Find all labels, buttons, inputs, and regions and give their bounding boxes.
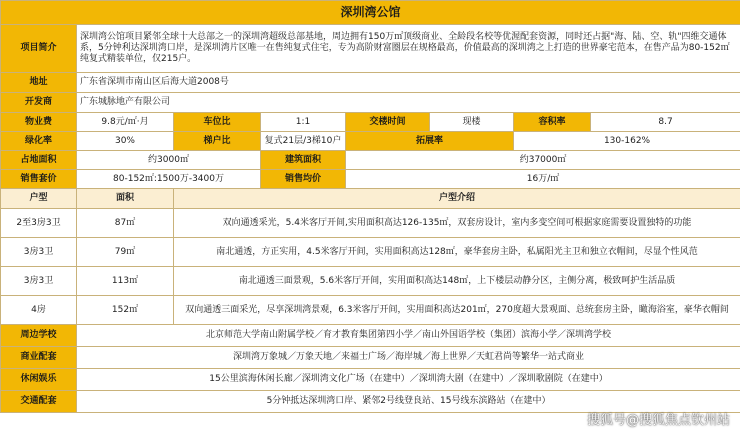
building-area-value: 约37000㎡ — [346, 151, 740, 170]
leisure-label: 休闲娱乐 — [1, 369, 77, 391]
parking-ratio-label: 车位比 — [174, 113, 261, 132]
schools-value: 北京师范大学南山附属学校／育才教育集团第四小学／南山外国语学校（集团）滨海小学／深圳湾学校 — [77, 325, 740, 347]
leisure-value: 15公里滨海休闲长廊／深圳湾文化广场（在建中）／深圳湾大剧（在建中）／深圳歌剧院（在建中） — [77, 369, 740, 391]
average-price-value: 16万/㎡ — [346, 170, 740, 189]
unit-type: 2至3房3卫 — [1, 209, 77, 238]
developer-value: 广东城脉地产有限公司 — [77, 93, 740, 113]
delivery-cell — [346, 113, 514, 132]
plot-ratio-label: 容积率 — [514, 113, 591, 132]
address-label: 地址 — [1, 73, 77, 93]
unit-desc: 南北通透三面景观，5.6米客厅开间，实用面积高达148㎡，上下楼层动静分区，主侧分离，极致呵护生活品质 — [174, 267, 740, 296]
parking-ratio-value: 1:1 — [261, 113, 346, 132]
sales-price-value: 80-152㎡:1500万-3400万 — [77, 170, 261, 189]
land-area-label: 占地面积 — [1, 151, 77, 170]
unit-type: 3房3卫 — [1, 267, 77, 296]
unit-area: 87㎡ — [77, 209, 174, 238]
expansion-rate-value: 130-162% — [514, 132, 740, 151]
unit-area: 79㎡ — [77, 238, 174, 267]
unit-desc: 双向通透三面采光，尽享深圳湾景观，6.3米客厅开间，实用面积高达201㎡，270度超大景观面、总统套房主卧，瞰海浴室，豪华衣帽间 — [174, 296, 740, 325]
page-title: 深圳湾公馆 — [1, 1, 740, 25]
building-area-label: 建筑面积 — [261, 151, 346, 170]
expansion-rate-label: 拓展率 — [346, 132, 514, 151]
average-price-label: 销售均价 — [261, 170, 346, 189]
commerce-label: 商业配套 — [1, 347, 77, 369]
property-fee-label: 物业费 — [1, 113, 77, 132]
land-area-value: 约3000㎡ — [77, 151, 261, 170]
green-rate-value: 30% — [77, 132, 174, 151]
developer-label: 开发商 — [1, 93, 77, 113]
unit-type: 4房 — [1, 296, 77, 325]
watermark: 搜狐号@搜狐焦点钦州站 — [586, 413, 730, 428]
unit-desc-header: 户型介绍 — [174, 189, 740, 209]
table-row — [1, 238, 740, 267]
delivery-value: 现楼 — [462, 116, 481, 127]
table-row — [1, 267, 740, 296]
property-fee-value: 9.8元/㎡·月 — [77, 113, 174, 132]
unit-area: 113㎡ — [77, 267, 174, 296]
elevator-ratio-value: 复式21层/3梯10户 — [261, 132, 346, 151]
sales-price-label: 销售套价 — [1, 170, 77, 189]
address-value: 广东省深圳市南山区后海大道2008号 — [77, 73, 740, 93]
commerce-value: 深圳湾万象城／万象天地／来福士广场／海岸城／海上世界／天虹君尚等繁华一站式商业 — [77, 347, 740, 369]
plot-ratio-value: 8.7 — [591, 113, 740, 132]
delivery-label: 交楼时间 — [346, 113, 430, 131]
unit-desc: 南北通透，方正实用，4.5米客厅开间，实用面积高达128㎡，豪华套房主卧，私属阳光主卫和独立衣帽间，尽显个性风范 — [174, 238, 740, 267]
unit-area-header: 面积 — [77, 189, 174, 209]
transport-value: 5分钟抵达深圳湾口岸、紧邻2号线登良站、15号线东滨路站（在建中） — [77, 391, 740, 413]
table-row — [1, 209, 740, 238]
transport-label: 交通配套 — [1, 391, 77, 413]
unit-area: 152㎡ — [77, 296, 174, 325]
intro-label: 项目简介 — [1, 25, 77, 73]
green-rate-label: 绿化率 — [1, 132, 77, 151]
schools-label: 周边学校 — [1, 325, 77, 347]
unit-type-header: 户型 — [1, 189, 77, 209]
intro-text: 深圳湾公馆项目紧邻全球十大总部之一的深圳湾超级总部基地，周边拥有150万㎡顶级商业、全龄段名校等优渥配套资源，同时还占据"海、陆、空、轨"四维交通体系，5分钟利达深圳湾口岸，是深圳湾片区唯一在售纯复式住宅，专为高阶财富圈层在规格最高，价值最高的深圳湾之上打造的世界豪宅范本，在售产品为80-152㎡纯复式精装单位，仅215户。 — [77, 25, 740, 73]
table-row — [1, 296, 740, 325]
elevator-ratio-label: 梯户比 — [174, 132, 261, 151]
unit-type: 3房3卫 — [1, 238, 77, 267]
unit-desc: 双向通透采光，5.4米客厅开间,实用面积高达126-135㎡，双套房设计，室内多变空间可根据家庭需要设置独特的功能 — [174, 209, 740, 238]
